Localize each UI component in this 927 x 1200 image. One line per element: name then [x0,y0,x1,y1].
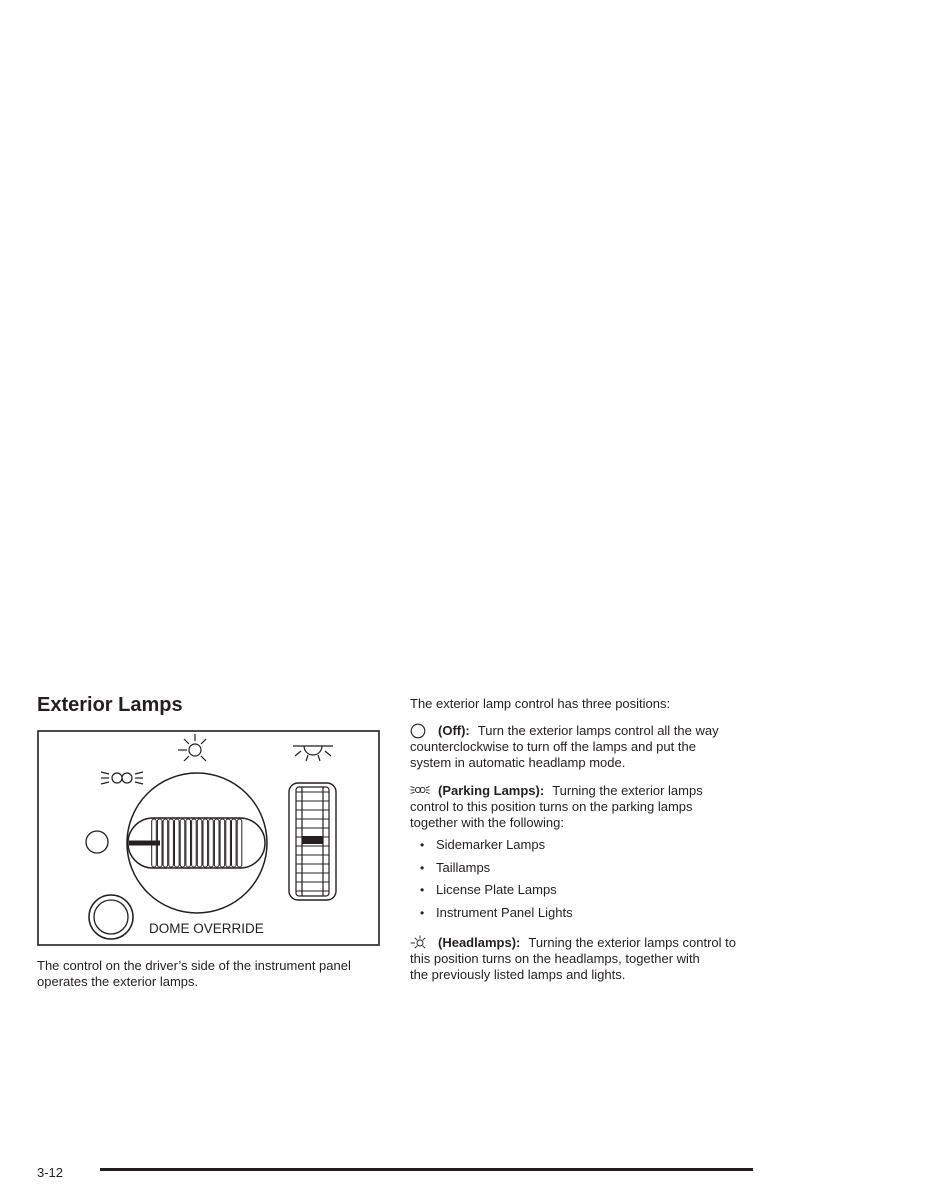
list-item [420,882,620,898]
list-item-text: License Plate Lamps [436,882,557,897]
position-label: (Parking Lamps): [438,783,545,798]
position-headlamps-paragraph [410,935,736,951]
position-text: this position turns on the headlamps, together with [410,951,700,966]
knob-ridge [220,819,225,867]
position-parking-paragraph [410,783,703,799]
exterior-lamp-control-illustration [37,730,380,946]
bullet-icon: • [420,883,425,897]
intro-text: The exterior lamp control has three positions: [410,696,671,711]
knob-ridge [214,819,219,867]
position-text: counterclockwise to turn off the lamps and put the [410,739,696,754]
list-item-text: Sidemarker Lamps [436,837,546,852]
list-item-text: Taillamps [436,860,491,875]
position-text: Turning the exterior lamps control to [528,935,736,950]
bullet-icon: • [420,861,425,875]
knob-ridge [209,819,214,867]
dome-override-button[interactable] [89,895,133,939]
illustration-canvas [37,730,380,946]
position-text: Turn the exterior lamps control all the way [477,723,719,738]
position-label: (Headlamps): [438,935,521,950]
knob-ridge [163,819,168,867]
position-text: Turning the exterior lamps [552,783,703,798]
position-text: the previously listed lamps and lights. [410,967,626,982]
headlamps-icon [410,935,438,951]
knob-ridge [169,819,174,867]
figure-caption-line: The control on the driver’s side of the instrument panel [37,958,351,973]
list-item-text: Instrument Panel Lights [436,905,573,920]
bullet-icon: • [420,906,425,920]
knob-ridge [186,819,191,867]
list-item [420,837,620,853]
knob-ridge [175,819,180,867]
knob-ridge [226,819,231,867]
section-heading: Exterior Lamps [37,694,183,716]
panel-dimmer-thumbwheel[interactable] [289,783,336,900]
page-number: 3-12 [37,1165,64,1180]
position-text: together with the following: [410,815,564,830]
position-text: system in automatic headlamp mode. [410,755,626,770]
list-item [420,905,620,921]
knob-ridge [203,819,208,867]
parking-lamps-icon [410,783,438,799]
position-off-paragraph [410,723,719,739]
bullet-icon: • [420,838,425,852]
knob-ridge [192,819,197,867]
dome-override-label: DOME OVERRIDE [149,921,264,936]
knob-ridge [237,819,242,867]
off-indicator-circle-icon [86,831,108,853]
figure-caption-line: operates the exterior lamps. [37,974,199,989]
off-circle-icon [410,723,438,739]
footer-rule [100,1168,753,1171]
list-item [420,860,620,876]
position-text: control to this position turns on the parking lamps [410,799,693,814]
knob-ridge [232,819,237,867]
knob-ridge [197,819,202,867]
position-label: (Off): [438,723,470,738]
knob-ridge [180,819,185,867]
thumbwheel-center-band [302,836,323,844]
